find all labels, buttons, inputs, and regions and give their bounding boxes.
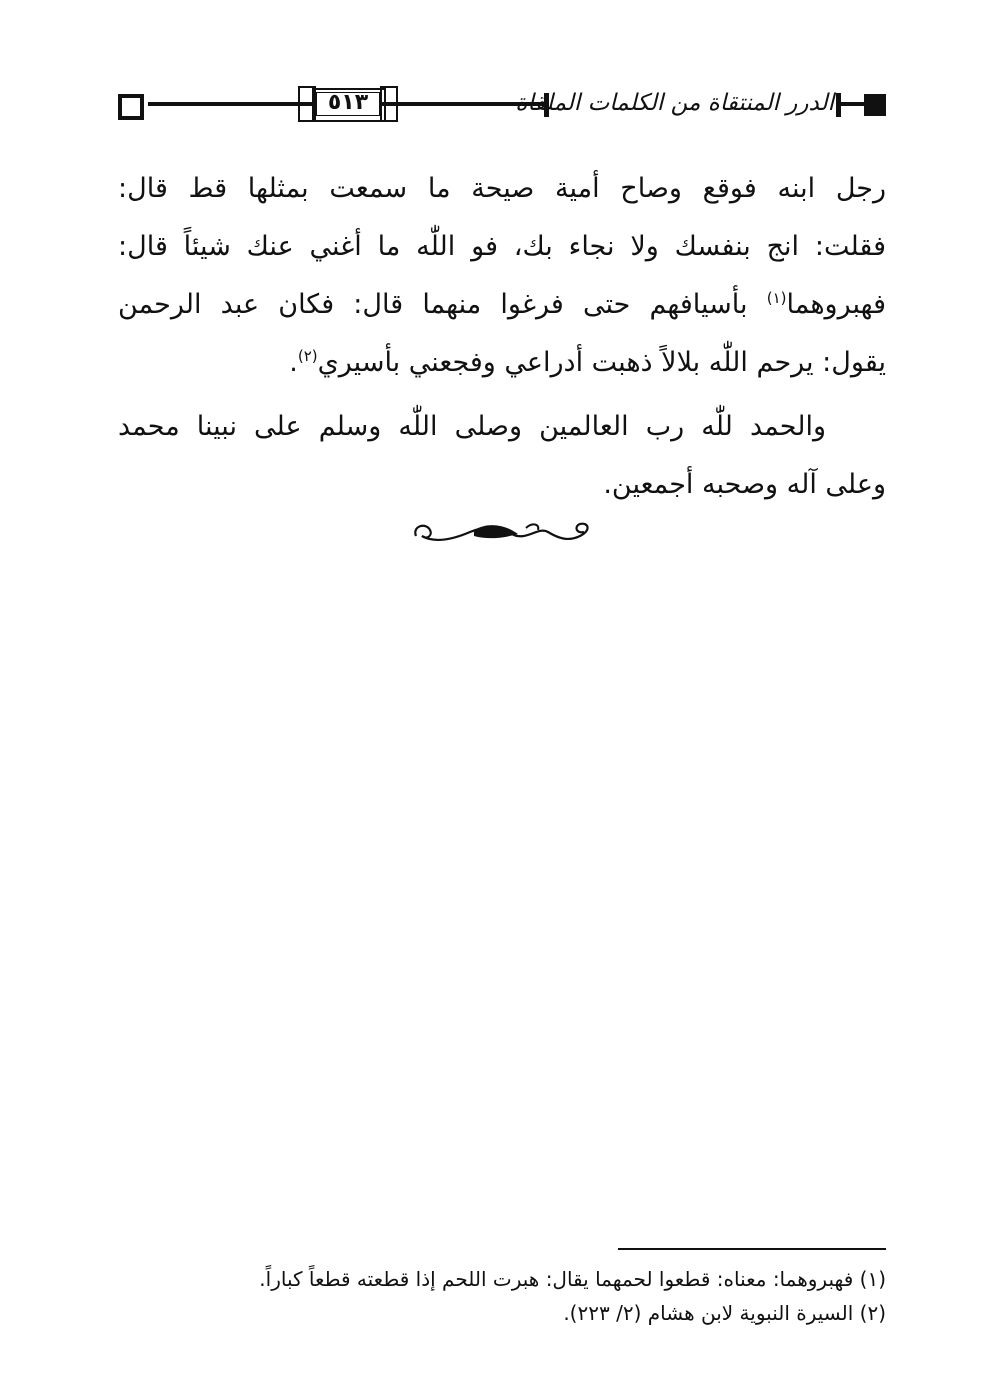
footnote-separator: [618, 1248, 886, 1250]
page-number-frame: [298, 86, 398, 122]
text-line: وعلى آله وصحبه أجمعين.: [603, 469, 886, 500]
text-line: والحمد للّٰه رب العالمين وصلى اللّٰه وسلم على نبينا محمد: [118, 411, 826, 442]
book-title: الدرر المنتقاة من الكلمات الملقاة: [515, 90, 834, 116]
text-line: فقلت: انج بنفسك ولا نجاء بك، فو اللّٰه ما أغني عنك شيئاً قال:: [118, 231, 886, 262]
paragraph: [118, 398, 886, 514]
paragraph: [118, 160, 886, 392]
header-rule-left: [148, 102, 298, 106]
text-segment: فهبروهما: [786, 289, 886, 320]
header-rule-right: [838, 102, 864, 106]
text-segment: .: [289, 347, 298, 378]
footnote-marker[interactable]: (٢): [297, 347, 318, 365]
text-segment: يقول: يرحم اللّٰه بلالاً ذهبت أدراعي وفجعني بأسيري: [317, 347, 886, 378]
page-header: [118, 86, 886, 126]
page-number: ٥١٣: [327, 90, 369, 115]
text-line: [118, 334, 886, 392]
footnote: (١) فهبروهما: معناه: قطعوا لحمهما يقال: هبرت اللحم إذا قطعته قطعاً كباراً.: [259, 1267, 886, 1291]
text-line: [118, 276, 886, 334]
section-end-flourish-ornament: [408, 516, 598, 552]
header-solid-square-ornament: [864, 94, 886, 116]
footnote: (٢) السيرة النبوية لابن هشام (٢/ ٢٢٣).: [563, 1301, 886, 1325]
text-segment: بأسيافهم حتى فرغوا منهما قال: فكان عبد الرحمن: [118, 289, 767, 320]
text-line: رجل ابنه فوقع وصاح أمية صيحة ما سمعت بمثلها قط قال:: [118, 173, 886, 204]
footnote-marker[interactable]: (١): [766, 289, 787, 307]
main-text: [118, 160, 886, 514]
header-hollow-square-ornament: [118, 94, 144, 120]
footnotes: [118, 1262, 886, 1330]
